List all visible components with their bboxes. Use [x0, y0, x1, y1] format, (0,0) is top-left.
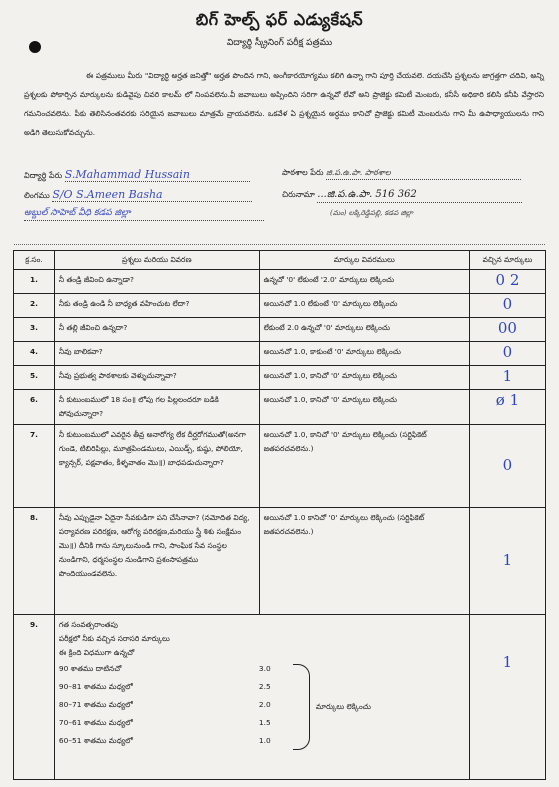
row-question: నీకు తండ్రి ఉండి నీ బాధ్యత వహించుట లేదా?	[54, 294, 259, 318]
school-label: పాఠశాల పేరు	[282, 168, 324, 177]
row-marks-desc: అయినచో 1.0, కానిచో '0' మార్కులు లెక్కించు	[259, 390, 469, 425]
row-question: నీ కుటుంబములో 18 సం॥ లోపు గల పిల్లలందరూ బడికి పోవుచున్నారా?	[54, 390, 259, 425]
row-marks-desc: ఉన్నచో '0' లేకుంటే '2.0' మార్కులు లెక్కించు	[259, 270, 469, 294]
row-question: నీవు ప్రభుత్వ పాఠశాలకు వెళ్ళుచున్నావా?	[54, 366, 259, 390]
row-score-cell[interactable]	[469, 342, 545, 366]
row-number: 2.	[14, 294, 55, 318]
score-range-label: 60–51 శాతము మధ్యలో	[58, 736, 133, 745]
score-range-value: 1.0	[258, 736, 271, 745]
address-line3-value: (మం) లక్కిరెడ్డిపల్లి, కడప జిల్లా	[330, 209, 414, 217]
row-score-cell[interactable]	[469, 425, 545, 508]
instructions-paragraph	[24, 66, 544, 142]
col-header-num: క్ర.సం.	[14, 251, 55, 270]
row-score: 1	[502, 550, 513, 569]
address-fill[interactable]	[317, 188, 522, 203]
school-fill[interactable]	[326, 168, 521, 180]
row-score: 1	[502, 367, 513, 385]
row-number: 8.	[14, 508, 55, 615]
table-row	[14, 270, 546, 294]
table-row	[14, 390, 546, 425]
row-score-cell[interactable]	[469, 390, 545, 425]
row-score: 0	[502, 295, 513, 313]
row-marks-desc: లేకుంటే 2.0 ఉన్నచో '0' మార్కులు లెక్కించు	[259, 318, 469, 342]
q9-line: గత సంవత్సరాంతపు	[58, 620, 118, 629]
row-number: 7.	[14, 425, 55, 508]
score-range-label: 90–81 శాతము మధ్యలో	[58, 682, 133, 691]
row-marks-desc: అయినచో 1.0, కానిచో '0' మార్కులు లెక్కించు (సర్టిఫికెట్ జతపరచవలెను.)	[259, 425, 469, 508]
page-title: బిగ్ హెల్ప్ ఫర్ ఎడ్యుకేషన్	[195, 10, 364, 29]
row-score: 00	[497, 319, 517, 337]
score-range-value: 2.0	[258, 700, 271, 709]
row-number: 4.	[14, 342, 55, 366]
student-name-value: S.Mahammad Hussain	[64, 168, 190, 181]
range-note: మార్కులు లెక్కించు	[315, 702, 371, 711]
row-score-cell[interactable]	[469, 508, 545, 615]
score-range-value: 3.0	[258, 664, 271, 673]
col-header-marks: మార్కుల వివరములు	[259, 251, 469, 270]
row-marks-desc: అయినచో 1.0, కానిచో '0' మార్కులు లెక్కించు	[259, 366, 469, 390]
address-line2-fill[interactable]	[24, 208, 264, 221]
student-name-fill[interactable]	[65, 168, 250, 182]
table-row	[14, 294, 546, 318]
score-ranges	[59, 662, 465, 752]
row-score: 1	[502, 653, 513, 671]
q9-line: పరీక్షలో నీకు వచ్చిన సరాసరి మార్కులు	[58, 634, 170, 643]
screening-table	[13, 250, 546, 780]
student-name-label: విద్యార్థి పేరు	[24, 171, 63, 180]
row-score: 0	[502, 343, 513, 361]
row-question-combined	[54, 615, 469, 780]
address-label: చిరునామా	[282, 190, 315, 199]
instructions-text: ఈ పత్రములు మీరు "విద్యార్థి అర్హత జనిత్తో" అర్హత పొందిన గాని, అంగీకారయోగ్యము కలిగి ఉన్నా గాని పూర్తి చేయవలె. దయచేసి ప్రశ్నలను జాగ్రత్తగా చదివి, అన్ని ప్రశ్నలకు పోకార్పిన మార్కులను కుడివైపు చివరి కాలమ్ లో నింపవలెను.వీ జవాబులు అప్పిందిని సరిగా ఉన్నవో లేవో అని ప్రాజెక్టు కమిటీ మెంబరు, కనీసీ అధికారి కలిసి కనీపి వేస్తారని గమనించవలెను. పీకు తెలిసినంతవరకు సరియైన జవాబులు మాత్రమే వ్రాయవలెను. ఒకవేళ ఏ ప్రశ్నయైన అర్ధము కానిచో ప్రాజెక్టు కమిటీ మెంబరును గాని మీ ఉపాధ్యాయులను గాని అడిగి తెలుసుకోవచ్చును.	[24, 71, 544, 137]
row-score-cell[interactable]	[469, 294, 545, 318]
address-line2-field	[24, 208, 264, 221]
table-row	[14, 318, 546, 342]
row-number: 3.	[14, 318, 55, 342]
school-field	[282, 168, 521, 180]
score-range-label: 80–71 శాతము మధ్యలో	[58, 700, 133, 709]
row-question: నీ తండ్రి జీవించి ఉన్నాడా?	[54, 270, 259, 294]
score-range-label: 90 శాతము దాటినచో	[58, 664, 122, 673]
parent-value: S/O S.Ameen Basha	[52, 188, 163, 201]
row-score: 0	[502, 455, 513, 474]
row-question: నీ తల్లి జీవించి ఉన్నదా?	[54, 318, 259, 342]
address-line3-field	[330, 208, 413, 219]
row-score-cell[interactable]	[469, 366, 545, 390]
range-brace	[293, 664, 310, 750]
row-score: ø 1	[495, 391, 520, 409]
row-score-cell[interactable]	[469, 270, 545, 294]
student-name-field	[24, 168, 250, 182]
row-number: 6.	[14, 390, 55, 425]
row-question: నీవు ఎప్పుడైనా ఏదైనా సేవకుడిగా పని చేసినావా? (నమోదిత విద్య, పర్యావరణ పరిరక్షణ, ఆరోగ్య పరిరక్షణ,మరియు స్త్రీ శిశు సంక్షేమం మొ॥) దీనికి గాను స్కూలునుండి గాని, సాంఘిక సేవ సంస్థల నుండిగాని, ధర్మసంస్థల నుండిగాని ప్రశంసాపత్రము పొందియుండవలెను.	[54, 508, 259, 615]
address-field	[282, 188, 522, 203]
score-range-value: 2.5	[258, 682, 271, 691]
address-line2-value: అబ్దుల్ సాహెబ్ వీధి కడప జిల్లా	[24, 208, 131, 218]
page-subtitle: విద్యార్థి స్క్రీనింగ్ పరీక్ష పత్రము	[226, 38, 333, 48]
table-row	[14, 366, 546, 390]
parent-label: లింగము	[24, 191, 50, 200]
table-header-row	[14, 251, 546, 270]
school-value: జి.ప.ఉ.పా. పాఠశాల	[326, 168, 391, 177]
table-row	[14, 615, 546, 780]
row-marks-desc: అయినచో 1.0 లేకుంటే '0' మార్కులు లెక్కించు	[259, 294, 469, 318]
q9-line: ఈ క్రింది విధముగా ఉన్నచో	[58, 648, 135, 657]
address-value: ...జి.ప.ఉ.పా. 516 362	[317, 189, 417, 200]
score-range-values	[259, 662, 293, 752]
parent-fill[interactable]	[52, 188, 252, 202]
row-marks-desc: అయినచో 1.0, కాకుంటే '0' మార్కులు లెక్కించు	[259, 342, 469, 366]
score-range-value: 1.5	[258, 718, 271, 727]
table-row	[14, 342, 546, 366]
row-number: 1.	[14, 270, 55, 294]
row-score-cell[interactable]	[469, 318, 545, 342]
score-range-label: 70–61 శాతము మధ్యలో	[58, 718, 133, 727]
score-range-labels	[59, 662, 223, 752]
col-header-question: ప్రశ్నలు మరియు వివరణ	[54, 251, 259, 270]
row-number: 5.	[14, 366, 55, 390]
header-divider	[14, 244, 545, 245]
row-number: 9.	[14, 615, 55, 780]
parent-field	[24, 188, 252, 202]
row-score-cell[interactable]	[469, 615, 545, 780]
table-row	[14, 508, 546, 615]
row-question: నీవు బాలికవా?	[54, 342, 259, 366]
row-score: 0 2	[495, 271, 520, 289]
row-question: నీ కుటుంబములో ఎవరైన తీవ్ర అనారోగ్య లేక దీర్ఘరోగముతో(అనగా గుండె, టిబిరిపిల్లు, మూత్రపిండములు, ఎయిడ్స్, కుష్ఠు, పోలియో, క్యాన్సర్, పక్షవాతం, కీళ్ళవాతం మొ॥) బాధపడుచున్నారా?	[54, 425, 259, 508]
row-marks-desc: అయినచో 1.0 కానిచో '0' మార్కులు లెక్కించు (సర్టిఫికెట్ జతపరచవలెను.)	[259, 508, 469, 615]
table-row	[14, 425, 546, 508]
col-header-score: వచ్చిన మార్కులు	[469, 251, 545, 270]
